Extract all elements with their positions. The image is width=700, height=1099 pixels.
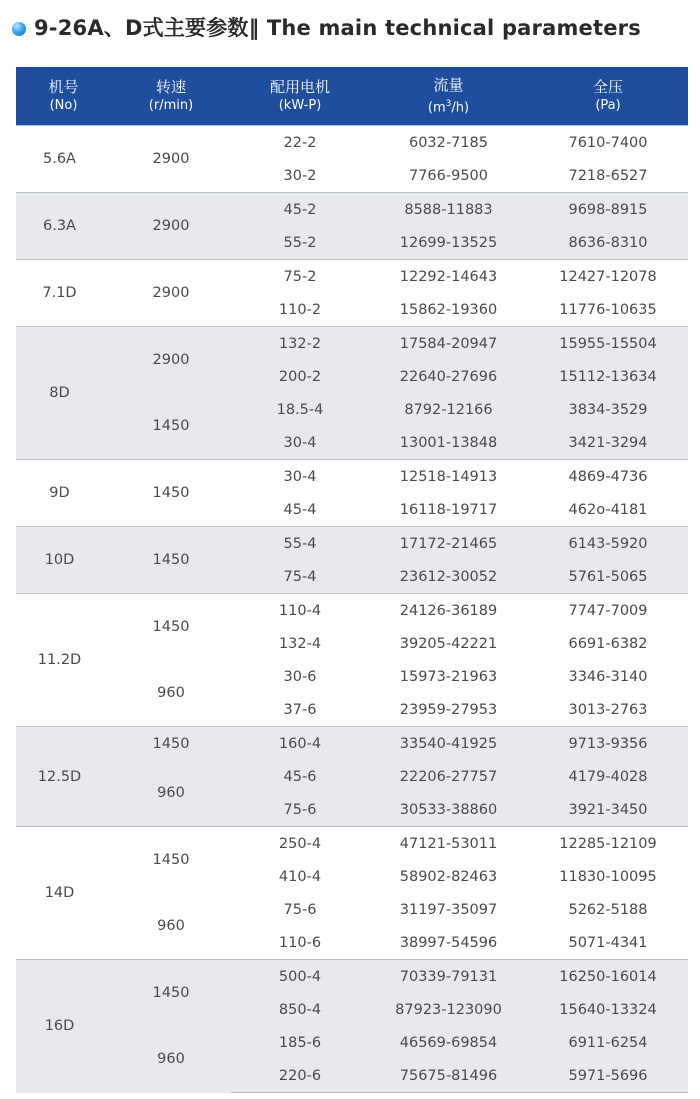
table-row [16,760,688,793]
pressure-cell: 6143-5920 [528,527,688,561]
motor-cell: 55-2 [231,226,369,260]
motor-cell: 30-6 [231,660,369,693]
motor-cell: 75-4 [231,560,369,594]
header-speed-en: (r/min) [148,98,194,113]
speed-cell: 1450 [111,827,231,894]
pressure-cell: 3421-3294 [528,426,688,460]
speed-cell: 2900 [111,327,231,394]
motor-cell: 30-2 [231,159,369,193]
pressure-cell: 3834-3529 [528,393,688,426]
table-body [16,126,688,1093]
speed-cell: 1450 [111,460,231,527]
table-row [16,960,688,994]
motor-cell: 410-4 [231,860,369,893]
speed-cell: 1450 [111,960,231,1027]
table-header [16,67,688,126]
parameters-table [16,67,688,1093]
flow-cell: 46569-69854 [369,1026,528,1059]
speed-cell: 1450 [111,594,231,661]
pressure-cell: 15955-15504 [528,327,688,361]
pressure-cell: 3346-3140 [528,660,688,693]
table-row [16,893,688,926]
pressure-cell: 6691-6382 [528,627,688,660]
table-row [16,660,688,693]
pressure-cell: 5262-5188 [528,893,688,926]
model-cell: 8D [16,327,111,460]
pressure-cell: 462o-4181 [528,493,688,527]
flow-cell: 70339-79131 [369,960,528,994]
table-row [16,594,688,628]
motor-cell: 55-4 [231,527,369,561]
header-model-cn: 机号 [48,78,79,96]
flow-cell: 8792-12166 [369,393,528,426]
flow-cell: 15862-19360 [369,293,528,327]
pressure-cell: 12427-12078 [528,260,688,294]
model-cell: 5.6A [16,126,111,193]
pressure-cell: 9698-8915 [528,193,688,227]
flow-cell: 12699-13525 [369,226,528,260]
table-row [16,460,688,494]
pressure-cell: 4869-4736 [528,460,688,494]
flow-cell: 23612-30052 [369,560,528,594]
pressure-cell: 12285-12109 [528,827,688,861]
header-flow-en-post: /h) [451,100,470,116]
motor-cell: 45-4 [231,493,369,527]
pressure-cell: 3921-3450 [528,793,688,827]
flow-cell: 38997-54596 [369,926,528,960]
header-speed [111,67,231,126]
speed-cell: 960 [111,1026,231,1093]
motor-cell: 75-6 [231,893,369,926]
speed-cell: 1450 [111,727,231,761]
flow-cell: 7766-9500 [369,159,528,193]
table-row [16,126,688,160]
flow-cell: 23959-27953 [369,693,528,727]
pressure-cell: 15112-13634 [528,360,688,393]
header-model-en: (No) [49,98,78,113]
title-bar [0,0,700,54]
table-row [16,260,688,294]
pressure-cell: 9713-9356 [528,727,688,761]
pressure-cell: 6911-6254 [528,1026,688,1059]
flow-cell: 87923-123090 [369,993,528,1026]
header-flow-en [369,95,528,117]
header-motor-en: (kW-P) [278,98,322,113]
motor-cell: 500-4 [231,960,369,994]
motor-cell: 45-2 [231,193,369,227]
model-cell: 16D [16,960,111,1093]
pressure-cell: 7610-7400 [528,126,688,160]
pressure-cell: 5761-5065 [528,560,688,594]
pressure-cell: 7747-7009 [528,594,688,628]
model-cell: 12.5D [16,727,111,827]
motor-cell: 18.5-4 [231,393,369,426]
table-row [16,193,688,227]
pressure-cell: 8636-8310 [528,226,688,260]
header-pressure-cn: 全压 [592,78,623,96]
motor-cell: 30-4 [231,426,369,460]
bullet-icon [12,22,26,36]
flow-cell: 16118-19717 [369,493,528,527]
motor-cell: 45-6 [231,760,369,793]
header-motor-cn: 配用电机 [269,78,330,96]
motor-cell: 110-6 [231,926,369,960]
model-cell: 9D [16,460,111,527]
motor-cell: 75-6 [231,793,369,827]
table-row [16,1026,688,1059]
model-cell: 6.3A [16,193,111,260]
pressure-cell: 11776-10635 [528,293,688,327]
flow-cell: 22206-27757 [369,760,528,793]
flow-cell: 30533-38860 [369,793,528,827]
flow-cell: 31197-35097 [369,893,528,926]
speed-cell: 960 [111,893,231,960]
pressure-cell: 3013-2763 [528,693,688,727]
flow-cell: 17584-20947 [369,327,528,361]
speed-cell: 1450 [111,393,231,460]
table-row [16,827,688,861]
header-row [16,67,688,126]
header-flow [369,67,528,126]
flow-cell: 47121-53011 [369,827,528,861]
pressure-cell: 16250-16014 [528,960,688,994]
flow-cell: 39205-42221 [369,627,528,660]
flow-cell: 12518-14913 [369,460,528,494]
flow-cell: 24126-36189 [369,594,528,628]
pressure-cell: 5971-5696 [528,1059,688,1093]
motor-cell: 850-4 [231,993,369,1026]
header-pressure-en: (Pa) [595,98,621,113]
motor-cell: 132-4 [231,627,369,660]
motor-cell: 132-2 [231,327,369,361]
speed-cell: 960 [111,660,231,727]
model-cell: 11.2D [16,594,111,727]
speed-cell: 2900 [111,260,231,327]
motor-cell: 185-6 [231,1026,369,1059]
flow-cell: 12292-14643 [369,260,528,294]
header-motor [231,67,369,126]
speed-cell: 960 [111,760,231,827]
model-cell: 7.1D [16,260,111,327]
flow-cell: 22640-27696 [369,360,528,393]
table-row [16,393,688,426]
flow-cell: 17172-21465 [369,527,528,561]
motor-cell: 250-4 [231,827,369,861]
model-cell: 10D [16,527,111,594]
table-row [16,327,688,361]
motor-cell: 37-6 [231,693,369,727]
motor-cell: 75-2 [231,260,369,294]
motor-cell: 30-4 [231,460,369,494]
table-row [16,527,688,561]
flow-cell: 13001-13848 [369,426,528,460]
pressure-cell: 5071-4341 [528,926,688,960]
pressure-cell: 11830-10095 [528,860,688,893]
page-title: 9-26A、D式主要参数‖ The main technical parameters [34,16,641,40]
header-flow-en-sup: 3 [445,98,452,109]
motor-cell: 160-4 [231,727,369,761]
motor-cell: 110-2 [231,293,369,327]
speed-cell: 1450 [111,527,231,594]
flow-cell: 58902-82463 [369,860,528,893]
pressure-cell: 15640-13324 [528,993,688,1026]
header-flow-cn: 流量 [433,75,464,94]
pressure-cell: 4179-4028 [528,760,688,793]
header-pressure [528,67,688,126]
motor-cell: 220-6 [231,1059,369,1093]
header-flow-en-pre: (m [427,100,446,116]
speed-cell: 2900 [111,193,231,260]
speed-cell: 2900 [111,126,231,193]
model-cell: 14D [16,827,111,960]
motor-cell: 22-2 [231,126,369,160]
header-speed-cn: 转速 [155,78,186,96]
header-model [16,67,111,126]
flow-cell: 15973-21963 [369,660,528,693]
flow-cell: 8588-11883 [369,193,528,227]
flow-cell: 33540-41925 [369,727,528,761]
pressure-cell: 7218-6527 [528,159,688,193]
flow-cell: 6032-7185 [369,126,528,160]
table-row [16,727,688,761]
flow-cell: 75675-81496 [369,1059,528,1093]
motor-cell: 200-2 [231,360,369,393]
motor-cell: 110-4 [231,594,369,628]
